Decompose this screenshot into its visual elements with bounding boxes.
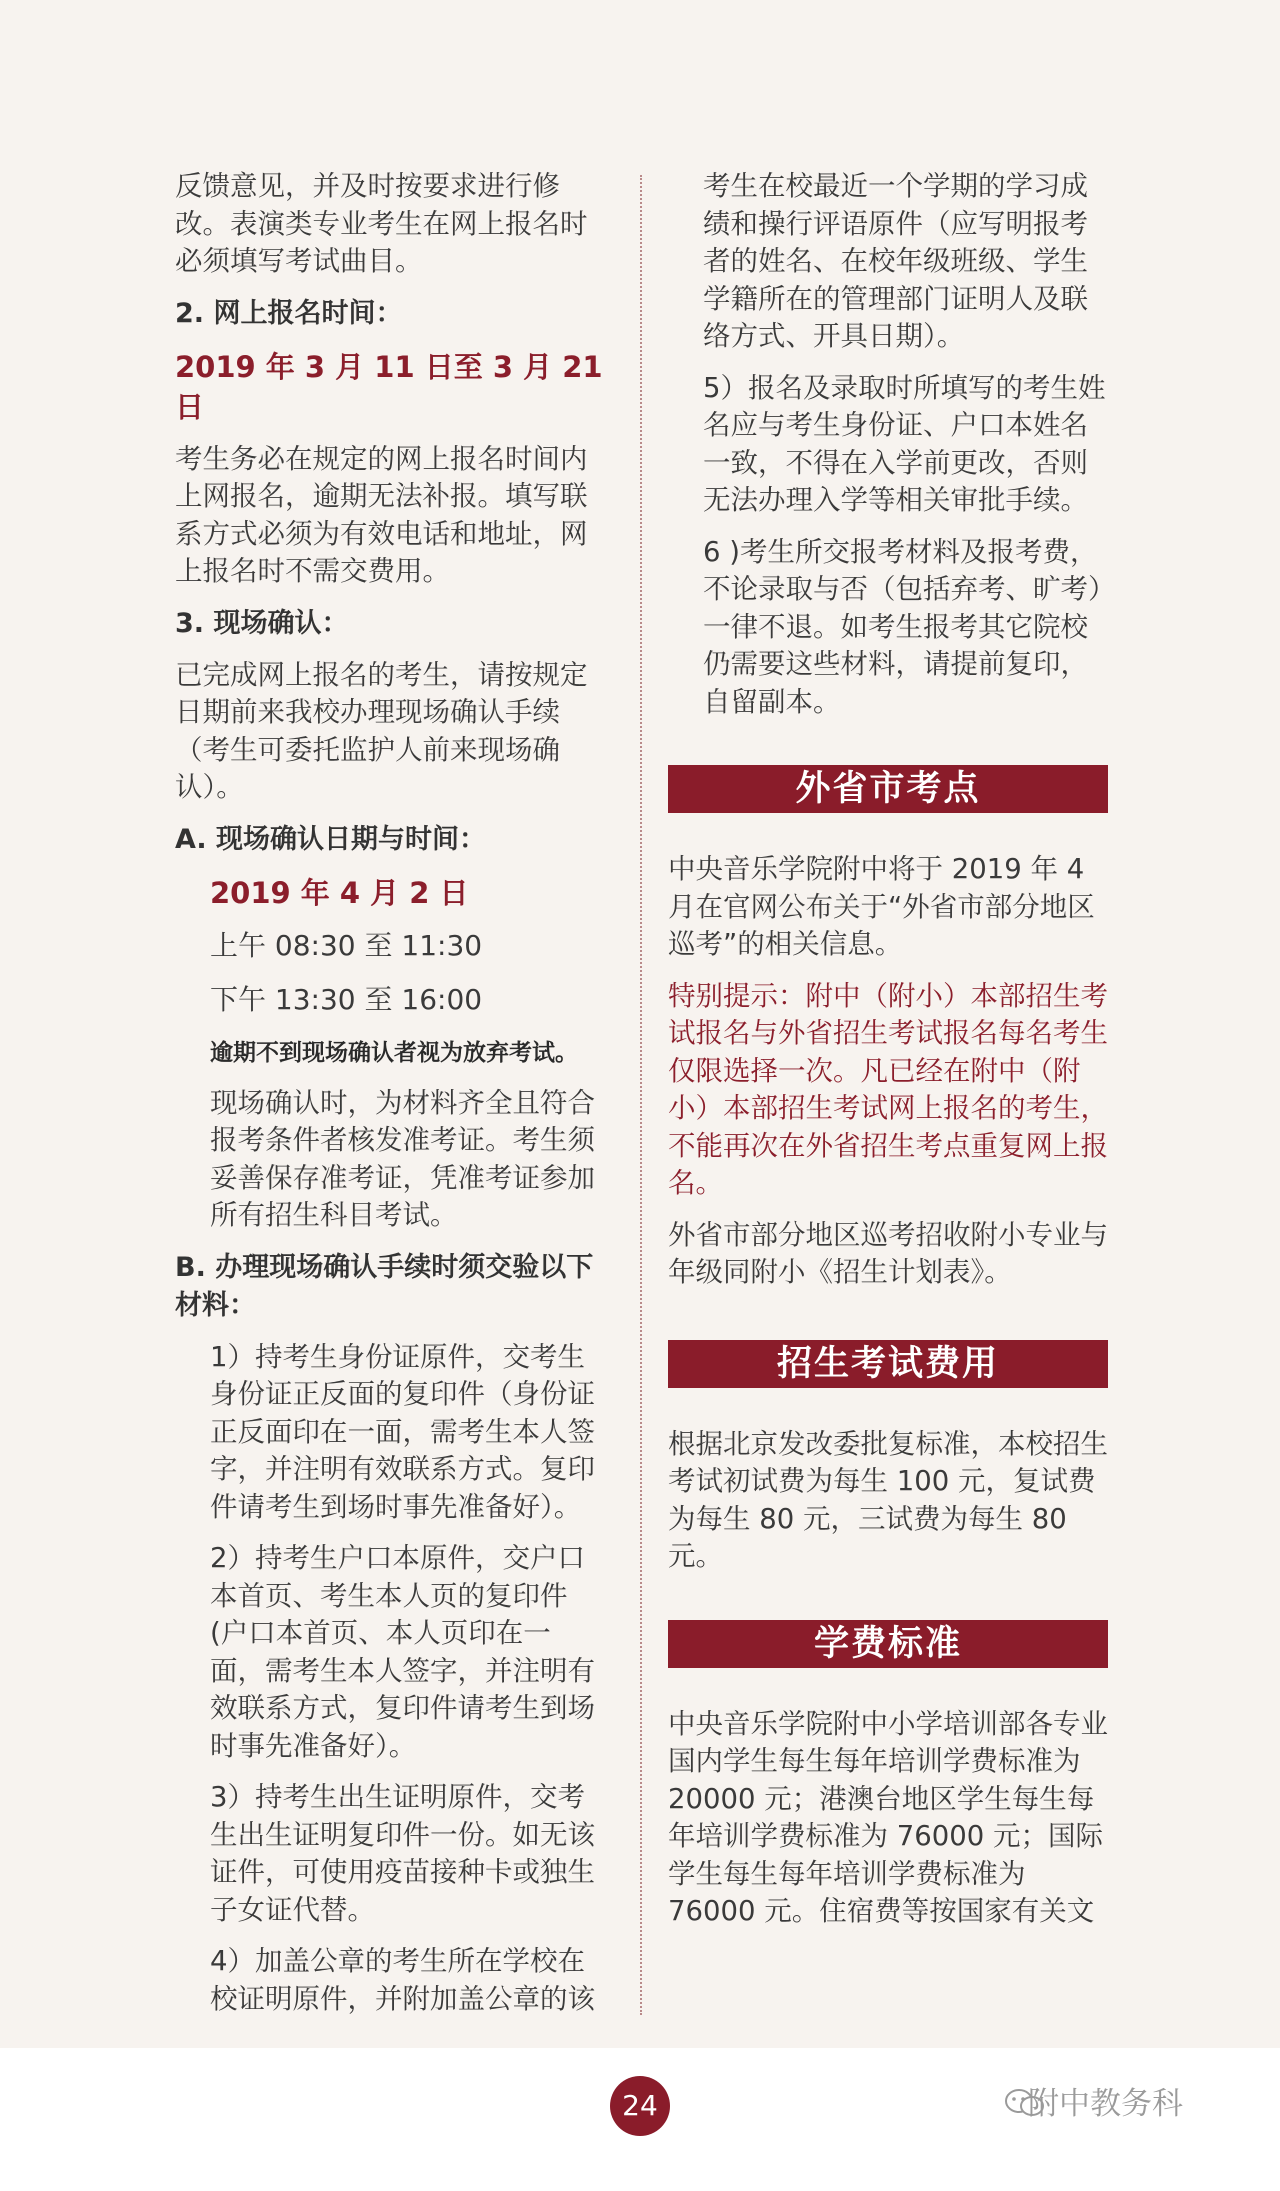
watermark-text: 附中教务科 [1028, 2086, 1183, 2122]
confirmation-date: 2019 年 4 月 2 日 [210, 875, 469, 910]
list-item: 4）加盖公章的考生所在学校在校证明原件，并附加盖公章的该 [210, 1945, 595, 2015]
list-item: 3）持考生出生证明原件，交考生出生证明复印件一份。如无该证件，可使用疫苗接种卡或独生子女证代替。 [210, 1781, 595, 1926]
subsection-heading: A. 现场确认日期与时间： [175, 823, 487, 855]
section-banner: 外省市考点 [668, 765, 1108, 813]
paragraph: 已完成网上报名的考生，请按规定日期前来我校办理现场确认手续（考生可委托监护人前来现场确认）。 [175, 658, 588, 803]
list-item: 5）报名及录取时所填写的考生姓名应与考生身份证、户口本姓名一致，不得在入学前更改，否则无法办理入学等相关审批手续。 [703, 371, 1106, 516]
registration-date: 2019 年 3 月 11 日至 3 月 21 日 [175, 349, 603, 424]
paragraph: 根据北京发改委批复标准，本校招生考试初试费为每生 100 元，复试费为每生 80 元，三试费为每生 80 元。 [668, 1427, 1108, 1572]
list-item: 考生在校最近一个学期的学习成绩和操行评语原件（应写明报考者的姓名、在校年级班级、学生学籍所在的管理部门证明人及联络方式、开具日期）。 [703, 170, 1088, 352]
section-banner: 学费标准 [668, 1620, 1108, 1668]
list-item: 2）持考生户口本原件，交户口本首页、考生本人页的复印件(户口本首页、本人页印在一面，需考生本人签字，并注明有效联系方式，复印件请考生到场时事先准备好）。 [210, 1542, 595, 1762]
paragraph: 反馈意见，并及时按要求进行修改。表演类专业考生在网上报名时必须填写考试曲目。 [175, 170, 588, 277]
subsection-heading: B. 办理现场确认手续时须交验以下材料： [175, 1251, 594, 1321]
left-column [175, 168, 605, 2032]
paragraph: 现场确认时，为材料齐全且符合报考条件者核发准考证。考生须妥善保存准考证，凭准考证参加所有招生科目考试。 [210, 1086, 595, 1231]
column-divider [640, 175, 642, 2015]
list-item: 6 )考生所交报考材料及报考费，不论录取与否（包括弃考、旷考）一律不退。如考生报考其它院校仍需要这些材料，请提前复印，自留副本。 [703, 535, 1102, 718]
section-heading: 2. 网上报名时间： [175, 297, 403, 329]
section-banner: 招生考试费用 [668, 1340, 1108, 1388]
paragraph: 外省市部分地区巡考招收附小专业与年级同附小《招生计划表》。 [668, 1218, 1108, 1288]
paragraph: 中央音乐学院附中将于 2019 年 4 月在官网公布关于“外省市部分地区巡考”的相关信息。 [668, 853, 1095, 960]
paragraph: 中央音乐学院附中小学培训部各专业国内学生每生每年培训学费标准为 20000 元；港澳台地区学生每生每年培训学费标准为 76000 元；国际学生每生每年培训学费标准为 76000 元。住宿费等按国家有关文 [668, 1707, 1108, 1927]
morning-time: 上午 08:30 至 11:30 [210, 928, 483, 962]
right-column [668, 168, 1108, 1945]
paragraph: 考生务必在规定的网上报名时间内上网报名，逾期无法补报。填写联系方式必须为有效电话和地址，网上报名时不需交费用。 [175, 442, 588, 587]
afternoon-time: 下午 13:30 至 16:00 [210, 982, 483, 1016]
warning-note: 逾期不到现场确认者视为放弃考试。 [210, 1039, 578, 1066]
page-number: 24 [610, 2076, 670, 2136]
section-heading: 3. 现场确认： [175, 607, 349, 639]
special-notice: 特别提示：附中（附小）本部招生考试报名与外省招生考试报名每名考生仅限选择一次。凡已经在附中（附小）本部招生考试网上报名的考生，不能再次在外省招生考点重复网上报名。 [668, 979, 1108, 1199]
list-item: 1）持考生身份证原件，交考生身份证正反面的复印件（身份证正反面印在一面，需考生本人签字，并注明有效联系方式。复印件请考生到场时事先准备好）。 [210, 1340, 595, 1523]
